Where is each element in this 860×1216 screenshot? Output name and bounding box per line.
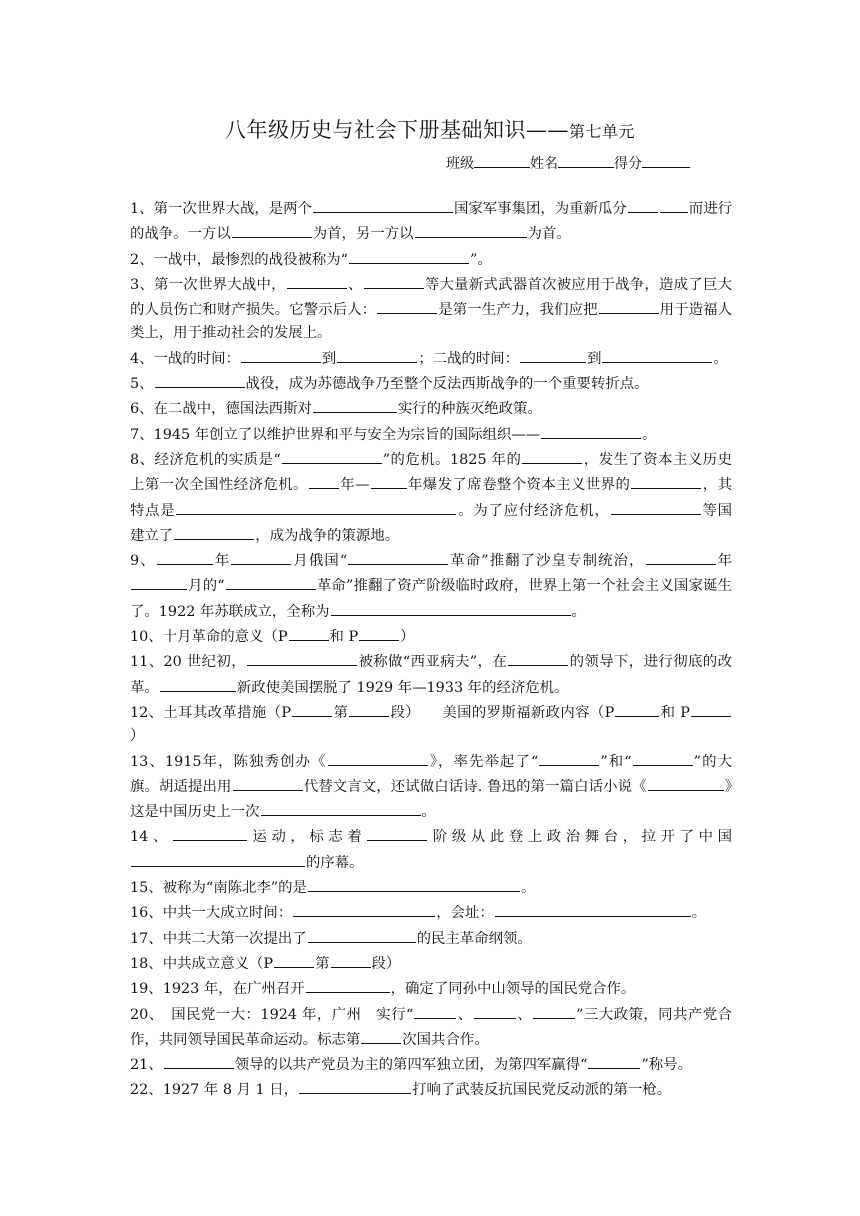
answer-blank[interactable] [313, 396, 397, 413]
answer-blank[interactable] [231, 548, 291, 565]
question-text: 领导的以共产党员为主的第四军独立团，为第四军赢得“ [234, 1057, 588, 1074]
question-text: 4、一战的时间： [130, 350, 240, 367]
question-6 [130, 396, 732, 421]
question-text: 。 [421, 804, 436, 821]
answer-blank[interactable] [226, 573, 316, 590]
question-text: 被称做“西亚病夫”，在 [358, 654, 508, 671]
question-13 [130, 749, 761, 825]
answer-blank[interactable] [533, 1002, 575, 1019]
answer-blank[interactable] [414, 1002, 456, 1019]
answer-blank[interactable] [539, 749, 599, 766]
question-text: 。 [713, 350, 728, 367]
question-text: 到 [587, 350, 602, 367]
question-text: 、 [516, 1006, 533, 1023]
answer-blank[interactable] [164, 1052, 234, 1069]
question-text: ”的危机。1825 年的 [382, 451, 522, 468]
question-text: 年— [339, 477, 370, 494]
answer-blank[interactable] [364, 272, 424, 289]
question-text: 新政使美国摆脱了 1929 年—1933 年的经济危机。 [236, 679, 569, 696]
answer-blank[interactable] [293, 900, 435, 917]
question-text: 5、 [130, 376, 154, 393]
question-text: 15、被称为“南陈北李”的是 [130, 880, 307, 897]
question-3 [130, 272, 732, 346]
question-12 [130, 700, 732, 749]
answer-blank[interactable] [131, 573, 187, 590]
answer-blank[interactable] [633, 749, 693, 766]
question-20 [130, 1002, 732, 1053]
question-2 [130, 247, 732, 272]
question-text: 革命”推翻了资产阶级临时政府，世界上第一个社会主义国家诞生了。1922 年苏联成立，全称为 [130, 578, 733, 620]
question-text: ”。 [469, 251, 492, 268]
question-text: 。 [642, 426, 657, 443]
title-unit: 第七单元 [568, 122, 635, 141]
question-text: 运动，标志着 [247, 829, 367, 846]
question-14 [130, 824, 732, 875]
question-text: 战役，成为苏德战争乃至整个反法西斯战争的一个重要转折点。 [245, 376, 649, 393]
question-text: 18、中共成立意义（P [130, 955, 274, 972]
question-4 [130, 346, 732, 371]
question-text: 打响了武装反抗国民党反动派的第一枪。 [412, 1082, 672, 1099]
answer-blank[interactable] [495, 900, 691, 917]
question-text: 的序幕。 [306, 854, 364, 871]
answer-blank[interactable] [415, 221, 527, 238]
answer-blank[interactable] [660, 196, 688, 213]
answer-blank[interactable] [274, 951, 314, 968]
answer-blank[interactable] [157, 548, 213, 565]
question-text: 。为了应付经济危机， [457, 502, 610, 519]
name-field[interactable] [558, 153, 614, 168]
question-text: 13、1915年，陈独秀创办《 [130, 753, 327, 770]
question-text: ”和“ [600, 753, 632, 770]
question-text: 月俄国“ [292, 553, 348, 570]
question-text: 年爆发了席卷整个资本主义世界的 [407, 477, 631, 494]
answer-blank[interactable] [309, 472, 339, 489]
answer-blank[interactable] [247, 649, 357, 666]
question-text: 12、土耳其改革措施（P [130, 704, 292, 721]
question-text: 和 P [329, 629, 359, 646]
answer-blank[interactable] [131, 850, 305, 867]
answer-blank[interactable] [173, 824, 247, 841]
answer-blank[interactable] [160, 675, 236, 692]
question-text: ；二战的时间： [418, 350, 520, 367]
answer-blank[interactable] [599, 297, 659, 314]
answer-blank[interactable] [241, 346, 321, 363]
question-text: 年 [213, 553, 231, 570]
question-text: 22、1927 年 8 月 1 日， [130, 1082, 299, 1099]
question-text: 9、 [130, 553, 156, 570]
score-field[interactable] [642, 153, 690, 168]
question-text: 的民主革命纲领。 [416, 930, 532, 947]
answer-blank[interactable] [174, 523, 254, 540]
question-text: 国家军事集团，为重新瓜分 [453, 201, 627, 217]
question-22 [130, 1077, 732, 1102]
question-text: 是第一生产力，我们应把 [438, 302, 598, 319]
question-text: 11、20 世纪初， [130, 654, 247, 671]
question-5 [130, 371, 732, 396]
question-text: 8、经济危机的实质是“ [130, 451, 281, 468]
question-text: 20、 国民党一大：1924 年，广州 实行“ [130, 1006, 414, 1023]
question-15 [130, 875, 732, 900]
question-text: 年 [716, 553, 732, 570]
class-label: 班级 [446, 156, 474, 172]
question-text: ） [400, 629, 415, 646]
answer-blank[interactable] [628, 196, 658, 213]
question-text: ，确定了同孙中山领导的国民党合作。 [390, 981, 636, 998]
question-18 [130, 951, 732, 976]
answer-blank[interactable] [287, 272, 347, 289]
question-text: 19、1923 年，在广州召开 [130, 981, 305, 998]
student-info-line [446, 153, 690, 173]
answer-blank[interactable] [371, 472, 407, 489]
answer-blank[interactable] [337, 346, 417, 363]
answer-blank[interactable] [602, 346, 712, 363]
question-text: 。 [520, 880, 536, 897]
question-text: 、 [457, 1006, 473, 1023]
question-text: ，会址： [436, 905, 494, 922]
answer-blank[interactable] [474, 1002, 516, 1019]
question-text: ”三大政策，同共产党合作，共同领导国民革命运动。标志第 [130, 1006, 732, 1048]
question-text: 7、1945 年创立了以维护世界和平与安全为宗旨的国际组织—— [130, 426, 541, 443]
answer-blank[interactable] [308, 875, 520, 892]
answer-blank[interactable] [508, 649, 568, 666]
answer-blank[interactable] [361, 1027, 401, 1044]
question-text: 用于造福人类上，用于推动社会的发展上。 [130, 302, 732, 342]
answer-blank[interactable] [611, 498, 701, 515]
question-text: 17、中共二大第一次提出了 [130, 930, 307, 947]
question-text: 到 [321, 350, 337, 367]
answer-blank[interactable] [348, 548, 448, 565]
question-text: 1、第一次世界大战，是两个 [130, 201, 312, 217]
question-text: 阶级从此登上政治舞台，拉开了中国 [428, 829, 732, 846]
question-9 [130, 548, 732, 624]
question-text: ，其特点是 [130, 477, 732, 519]
answer-blank[interactable] [331, 599, 571, 616]
question-list [130, 196, 761, 1103]
question-text: ，发生了资本主义历史上第一次全国性经济危机。 [130, 451, 732, 494]
question-text: 》，率先举起了“ [428, 753, 539, 770]
name-label: 姓名 [530, 156, 558, 172]
question-text: 等国建立了 [130, 502, 732, 544]
question-text: 16、中共一大成立时间： [130, 905, 293, 922]
question-text: 为首，另一方以 [312, 226, 414, 243]
answer-blank[interactable] [331, 951, 371, 968]
class-field[interactable] [474, 153, 530, 168]
answer-blank[interactable] [588, 1052, 640, 1069]
answer-blank[interactable] [313, 196, 453, 213]
question-text: ） [130, 728, 145, 745]
question-7 [130, 422, 732, 447]
question-text: 的领导下，进行彻底的改革。 [130, 654, 732, 696]
answer-blank[interactable] [176, 498, 456, 515]
answer-blank[interactable] [233, 774, 303, 791]
question-text: 代替文言文，还试做白话诗. 鲁迅的第一篇白话小说《 [303, 778, 647, 795]
answer-blank[interactable] [232, 221, 312, 238]
question-text: 段） 美国的罗斯福新政内容（P [390, 704, 615, 721]
answer-blank[interactable] [541, 422, 641, 439]
question-text: ”的大旗。胡适提出用 [130, 753, 733, 795]
question-text: 14、 [130, 829, 172, 846]
answer-blank[interactable] [328, 749, 428, 766]
question-8 [130, 447, 732, 548]
answer-blank[interactable] [377, 297, 437, 314]
question-text: 革命”推翻了沙皇专制统治， [449, 553, 645, 570]
answer-blank[interactable] [292, 700, 332, 717]
question-text: 2、一战中，最惨烈的战役被称为“ [130, 251, 348, 268]
question-16 [130, 900, 732, 925]
title-main: 八年级历史与社会下册基础知识—— [224, 118, 569, 142]
question-text: 次国共合作。 [402, 1031, 489, 1048]
answer-blank[interactable] [631, 472, 701, 489]
question-text: 而进行的战争。一方以 [130, 201, 732, 243]
answer-blank[interactable] [299, 1077, 411, 1094]
answer-blank[interactable] [261, 799, 421, 816]
question-text: ”称号。 [641, 1057, 692, 1074]
question-text: 10、十月革命的意义（P [130, 629, 288, 646]
page-title [0, 114, 860, 144]
question-text: 实行的种族灭绝政策。 [397, 401, 542, 418]
answer-blank[interactable] [349, 700, 389, 717]
answer-blank[interactable] [308, 926, 416, 943]
question-text: 3、第一次世界大战中， [130, 276, 286, 293]
question-19 [130, 976, 732, 1001]
question-text: 。 [571, 603, 586, 620]
question-10 [130, 624, 732, 649]
question-text: 6、在二战中，德国法西斯对 [130, 401, 312, 418]
question-text: 》 这是中国历史上一次 [130, 778, 761, 821]
question-text: 第 [315, 955, 330, 972]
answer-blank[interactable] [648, 774, 724, 791]
question-text: 和 P [660, 704, 690, 721]
answer-blank[interactable] [155, 371, 245, 388]
answer-blank[interactable] [646, 548, 716, 565]
answer-blank[interactable] [520, 346, 586, 363]
question-text: 月的“ [188, 578, 225, 595]
question-11 [130, 649, 732, 700]
question-1 [130, 196, 732, 247]
answer-blank[interactable] [289, 624, 329, 641]
answer-blank[interactable] [359, 624, 399, 641]
question-text: 、 [347, 276, 363, 293]
question-17 [130, 926, 732, 951]
question-text: 。 [691, 905, 707, 922]
question-text: 等大量新式武器首次被应用于战争，造成了巨大的人员伤亡和财产损失。它警示后人： [130, 276, 732, 319]
answer-blank[interactable] [349, 247, 469, 264]
answer-blank[interactable] [691, 700, 731, 717]
score-label: 得分 [614, 156, 642, 172]
answer-blank[interactable] [367, 824, 427, 841]
question-21 [130, 1052, 732, 1077]
question-text: ，成为战争的策源地。 [255, 527, 400, 544]
question-text: 为首。 [527, 226, 571, 243]
question-text: 段） [371, 955, 401, 972]
answer-blank[interactable] [522, 447, 582, 464]
answer-blank[interactable] [282, 447, 382, 464]
question-text: 21、 [130, 1057, 163, 1074]
answer-blank[interactable] [306, 976, 390, 993]
answer-blank[interactable] [615, 700, 659, 717]
question-text: 第 [333, 704, 349, 721]
